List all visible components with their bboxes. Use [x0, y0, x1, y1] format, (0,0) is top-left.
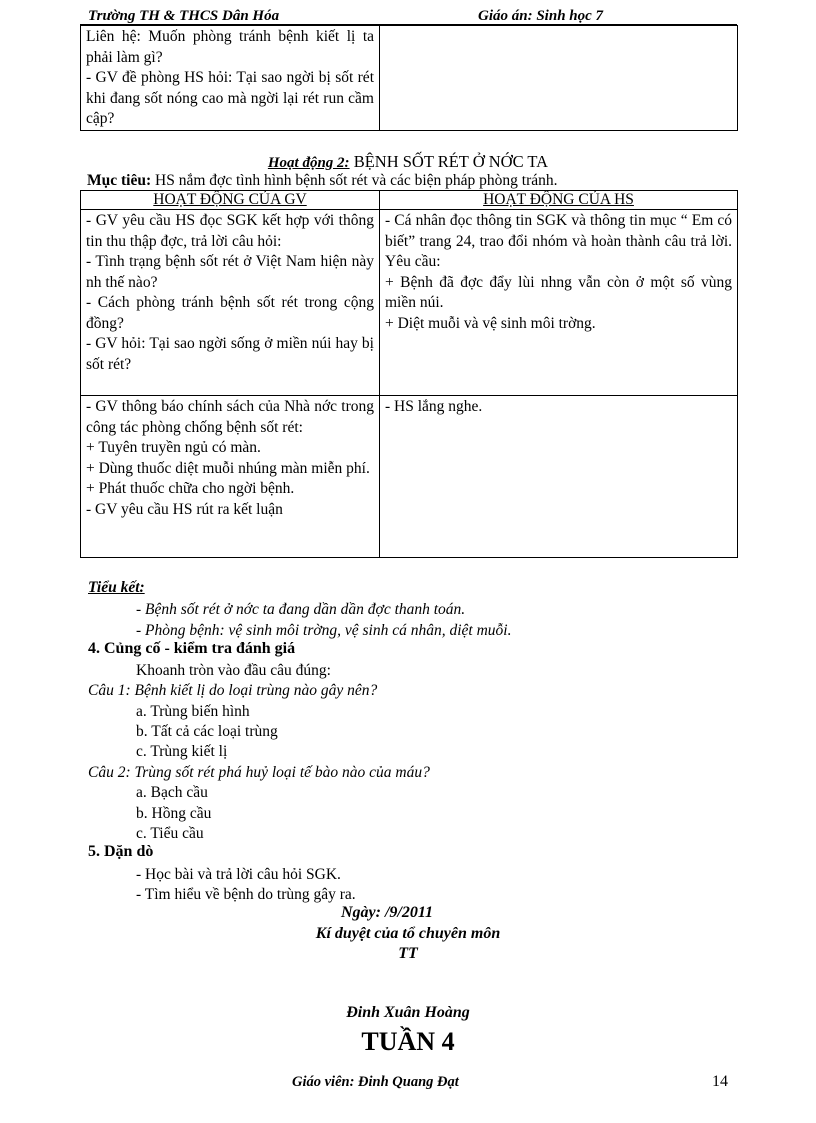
- question-1: Câu 1: Bệnh kiết lị do loại trùng nào gây nên?: [88, 682, 378, 699]
- section-5-line: - Học bài và trả lời câu hỏi SGK.: [136, 866, 341, 883]
- gv-line: - GV hỏi: Tại sao ngời sống ở miền núi hay bị sốt rét?: [86, 335, 374, 373]
- hs-line: + Bệnh đã đợc đẩy lùi nhng vẫn còn ở một số vùng miền núi.: [385, 273, 732, 311]
- activity-heading: BỆNH SỐT RÉT Ở NỚC TA: [353, 152, 549, 171]
- hs-line: + Diệt muỗi và vệ sinh môi trờng.: [385, 314, 596, 332]
- summary-label: Tiểu kết:: [88, 579, 145, 596]
- summary-line: - Bệnh sốt rét ở nớc ta đang dần dần đợc thanh toán.: [136, 601, 466, 618]
- top-table-line: Liên hệ: Muốn phòng tránh bệnh kiết lị ta phải làm gì?: [86, 28, 374, 66]
- section-5-title: 5. Dặn dò: [88, 843, 154, 860]
- hs-line: - Cá nhân đọc thông tin SGK và thông tin mục “ Em có biết” trang 24, trao đổi nhóm và hoàn thành câu trả lời. Yêu cầu:: [385, 212, 732, 270]
- activity-table: [80, 190, 738, 558]
- table-header-hs: HOẠT ĐỘNG CỦA HS: [380, 191, 738, 210]
- top-table-line: - GV đề phòng HS hỏi: Tại sao ngời bị sốt rét khi đang sốt nóng cao mà ngời lại rét run cầm cập?: [86, 69, 374, 127]
- table-cell-hs: [380, 396, 738, 558]
- objective-label: Mục tiêu:: [87, 172, 152, 189]
- question-2: Câu 2: Trùng sốt rét phá huỷ loại tế bào nào của máu?: [88, 764, 430, 781]
- gv-line: + Dùng thuốc diệt muỗi nhúng màn miễn phí.: [86, 459, 370, 477]
- gv-line: - Cách phòng tránh bệnh sốt rét trong cộng đồng?: [86, 294, 374, 332]
- table-cell-gv: [81, 210, 380, 396]
- section-5-line: - Tìm hiểu về bệnh do trùng gây ra.: [136, 886, 356, 903]
- gv-line: - Tình trạng bệnh sốt rét ở Việt Nam hiện này nh thế nào?: [86, 253, 374, 291]
- objective-text: HS nắm đợc tình hình bệnh sốt rét và các biện pháp phòng tránh.: [155, 172, 558, 189]
- gv-line: - GV thông báo chính sách của Nhà nớc trong công tác phòng chống bệnh sốt rét:: [86, 398, 374, 436]
- header-school: Trường TH & THCS Dân Hóa: [88, 8, 280, 24]
- approval-date: Ngày: /9/2011: [341, 904, 433, 921]
- approval-line-2: TT: [398, 945, 418, 962]
- question-2-option: b. Hồng cầu: [136, 805, 212, 822]
- gv-line: - GV yêu cầu HS rút ra kết luận: [86, 500, 283, 518]
- top-table-left-cell: [81, 26, 380, 131]
- activity-title: [0, 152, 816, 172]
- page-number: 14: [712, 1073, 728, 1090]
- top-table: [80, 25, 738, 131]
- section-4-title: 4. Củng cố - kiểm tra đánh giá: [88, 640, 296, 657]
- activity-label: Hoạt động 2:: [267, 155, 350, 171]
- objective: [87, 172, 558, 190]
- question-1-option: a. Trùng biến hình: [136, 703, 250, 720]
- gv-line: + Tuyên truyền ngủ có màn.: [86, 439, 261, 456]
- question-2-option: a. Bạch cầu: [136, 784, 208, 801]
- table-cell-gv: [81, 396, 380, 558]
- hs-line: - HS lắng nghe.: [385, 398, 483, 415]
- table-header-gv: HOẠT ĐỘNG CỦA GV: [81, 191, 380, 210]
- gv-line: - GV yêu cầu HS đọc SGK kết hợp với thông tin thu thập đợc, trả lời câu hỏi:: [86, 212, 374, 250]
- gv-line: + Phát thuốc chữa cho ngời bệnh.: [86, 480, 295, 497]
- top-table-right-cell: [380, 26, 738, 131]
- section-4-instruction: Khoanh tròn vào đầu câu đúng:: [136, 662, 331, 679]
- question-2-option: c. Tiểu cầu: [136, 825, 204, 842]
- footer-teacher: Giáo viên: Đinh Quang Đạt: [292, 1074, 459, 1090]
- summary-line: - Phòng bệnh: vệ sinh môi trờng, vệ sinh cá nhân, diệt muỗi.: [136, 622, 512, 639]
- question-1-option: b. Tất cả các loại trùng: [136, 723, 278, 740]
- question-1-option: c. Trùng kiết lị: [136, 743, 228, 760]
- week-title: TUẦN 4: [361, 1027, 455, 1056]
- approver-name: Đinh Xuân Hoàng: [346, 1004, 470, 1021]
- approval-line-1: Kí duyệt của tổ chuyên môn: [315, 925, 501, 942]
- table-cell-hs: [380, 210, 738, 396]
- header-subject: Giáo án: Sinh học 7: [478, 8, 604, 24]
